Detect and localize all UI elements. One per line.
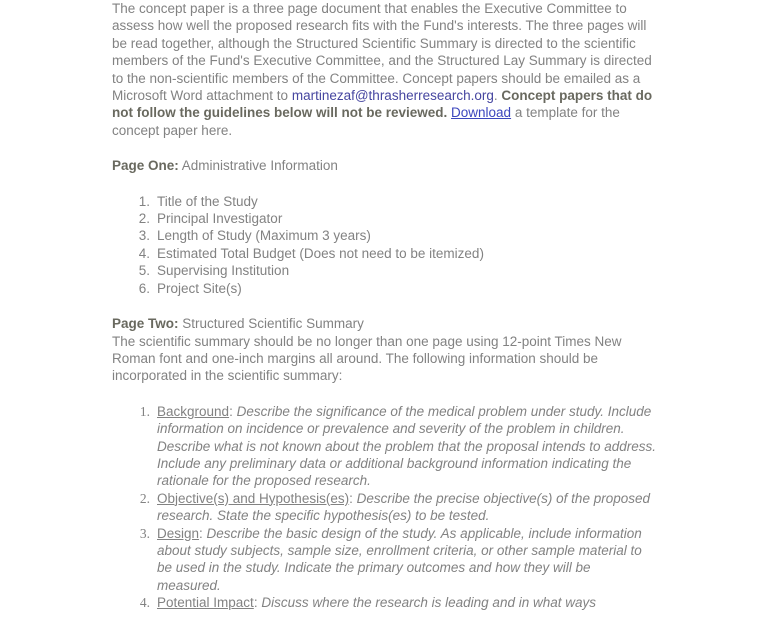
term-separator: : bbox=[253, 595, 258, 611]
list-item bbox=[112, 525, 658, 595]
after-email-text: . bbox=[493, 88, 502, 104]
intro-paragraph bbox=[112, 0, 658, 139]
list-item bbox=[112, 490, 658, 525]
list-item-number: 5. bbox=[138, 263, 150, 279]
list-item-definition: Describe the precise objective(s) of the proposed research. State the specific hypothesis(es) to be tested. bbox=[157, 490, 650, 524]
list-item-label: Length of Study (Maximum 3 years) bbox=[157, 228, 371, 244]
term-separator: : bbox=[349, 490, 353, 506]
list-item-definition: Describe the significance of the medical problem under study. Include information on incidence or prevalence and severity of the problem in children. Describe what is not known about the problem that the proposal intends to address. Include any preliminary data or additional background information indicating the rationale for the proposed research. bbox=[157, 403, 657, 489]
download-template-link[interactable]: Download bbox=[451, 105, 512, 121]
page-two-heading bbox=[112, 315, 658, 332]
list-item-number: 1. bbox=[138, 193, 150, 209]
email-link[interactable]: martinezaf@thrasherresearch.org bbox=[291, 88, 494, 104]
list-item bbox=[112, 594, 658, 611]
list-item-number: 6. bbox=[138, 280, 150, 296]
list-item bbox=[112, 210, 658, 227]
list-item-definition: Discuss where the research is leading and in what ways bbox=[257, 595, 596, 611]
list-item-number: 3. bbox=[139, 525, 150, 541]
list-item-label: Principal Investigator bbox=[157, 211, 283, 227]
list-item-number: 1. bbox=[139, 403, 150, 419]
page-one-heading bbox=[112, 157, 658, 174]
list-item-term: Objective(s) and Hypothesis(es) bbox=[157, 490, 350, 506]
list-item-term: Background bbox=[157, 403, 230, 419]
scientific-summary-list bbox=[112, 403, 658, 612]
page-two-description: The scientific summary should be no longer than one page using 12-point Times New Roman font and one-inch margins all around. The following information should be incorporated in the scientific summary: bbox=[112, 333, 622, 384]
list-item bbox=[112, 403, 658, 490]
list-item-label: Project Site(s) bbox=[157, 280, 242, 296]
page-one-title: Administrative Information bbox=[178, 158, 338, 174]
term-separator: : bbox=[199, 525, 203, 541]
list-item-number: 3. bbox=[138, 228, 150, 244]
page-two-title: Structured Scientific Summary bbox=[178, 316, 364, 332]
intro-text: The concept paper is a three page document that enables the Executive Committee to assess how well the proposed research fits with the Fund's interests. The three pages will be read together, although the Structured Scientific Summary is directed to the scientific members of the Fund's Executive Committee, and the Structured Lay Summary is directed to the non-scientific members of the Committee. Concept papers should be emailed as a Microsoft Word attachment to bbox=[112, 1, 652, 104]
list-item-label: Title of the Study bbox=[157, 193, 258, 209]
page-two-label: Page Two: bbox=[112, 316, 179, 332]
term-separator: : bbox=[229, 403, 233, 419]
list-item-number: 2. bbox=[138, 211, 150, 227]
after-download-text: a template for the concept paper here. bbox=[112, 105, 620, 138]
list-item-term: Potential Impact bbox=[157, 595, 254, 611]
list-item bbox=[112, 245, 658, 262]
list-item-definition: Describe the basic design of the study. As applicable, include information about study subjects, sample size, enrollment criteria, or other sample material to be used in the study. Indicate the primary outcomes and how they will be measured. bbox=[157, 525, 642, 593]
guidelines-warning-text: Concept papers that do not follow the guidelines below will not be reviewed. bbox=[112, 88, 653, 121]
list-item-number: 2. bbox=[139, 490, 150, 506]
list-item bbox=[112, 193, 658, 210]
page-one-label: Page One: bbox=[112, 158, 179, 174]
list-item bbox=[112, 262, 658, 279]
admin-info-list bbox=[112, 193, 658, 297]
list-item-term: Design bbox=[157, 525, 200, 541]
list-item-number: 4. bbox=[138, 245, 150, 261]
document-content bbox=[112, 0, 658, 630]
page-two-section-header bbox=[112, 315, 658, 385]
list-item bbox=[112, 280, 658, 297]
list-item-number: 4. bbox=[139, 595, 150, 611]
list-item-label: Estimated Total Budget (Does not need to be itemized) bbox=[157, 245, 484, 261]
list-item bbox=[112, 227, 658, 244]
list-item-label: Supervising Institution bbox=[157, 263, 290, 279]
